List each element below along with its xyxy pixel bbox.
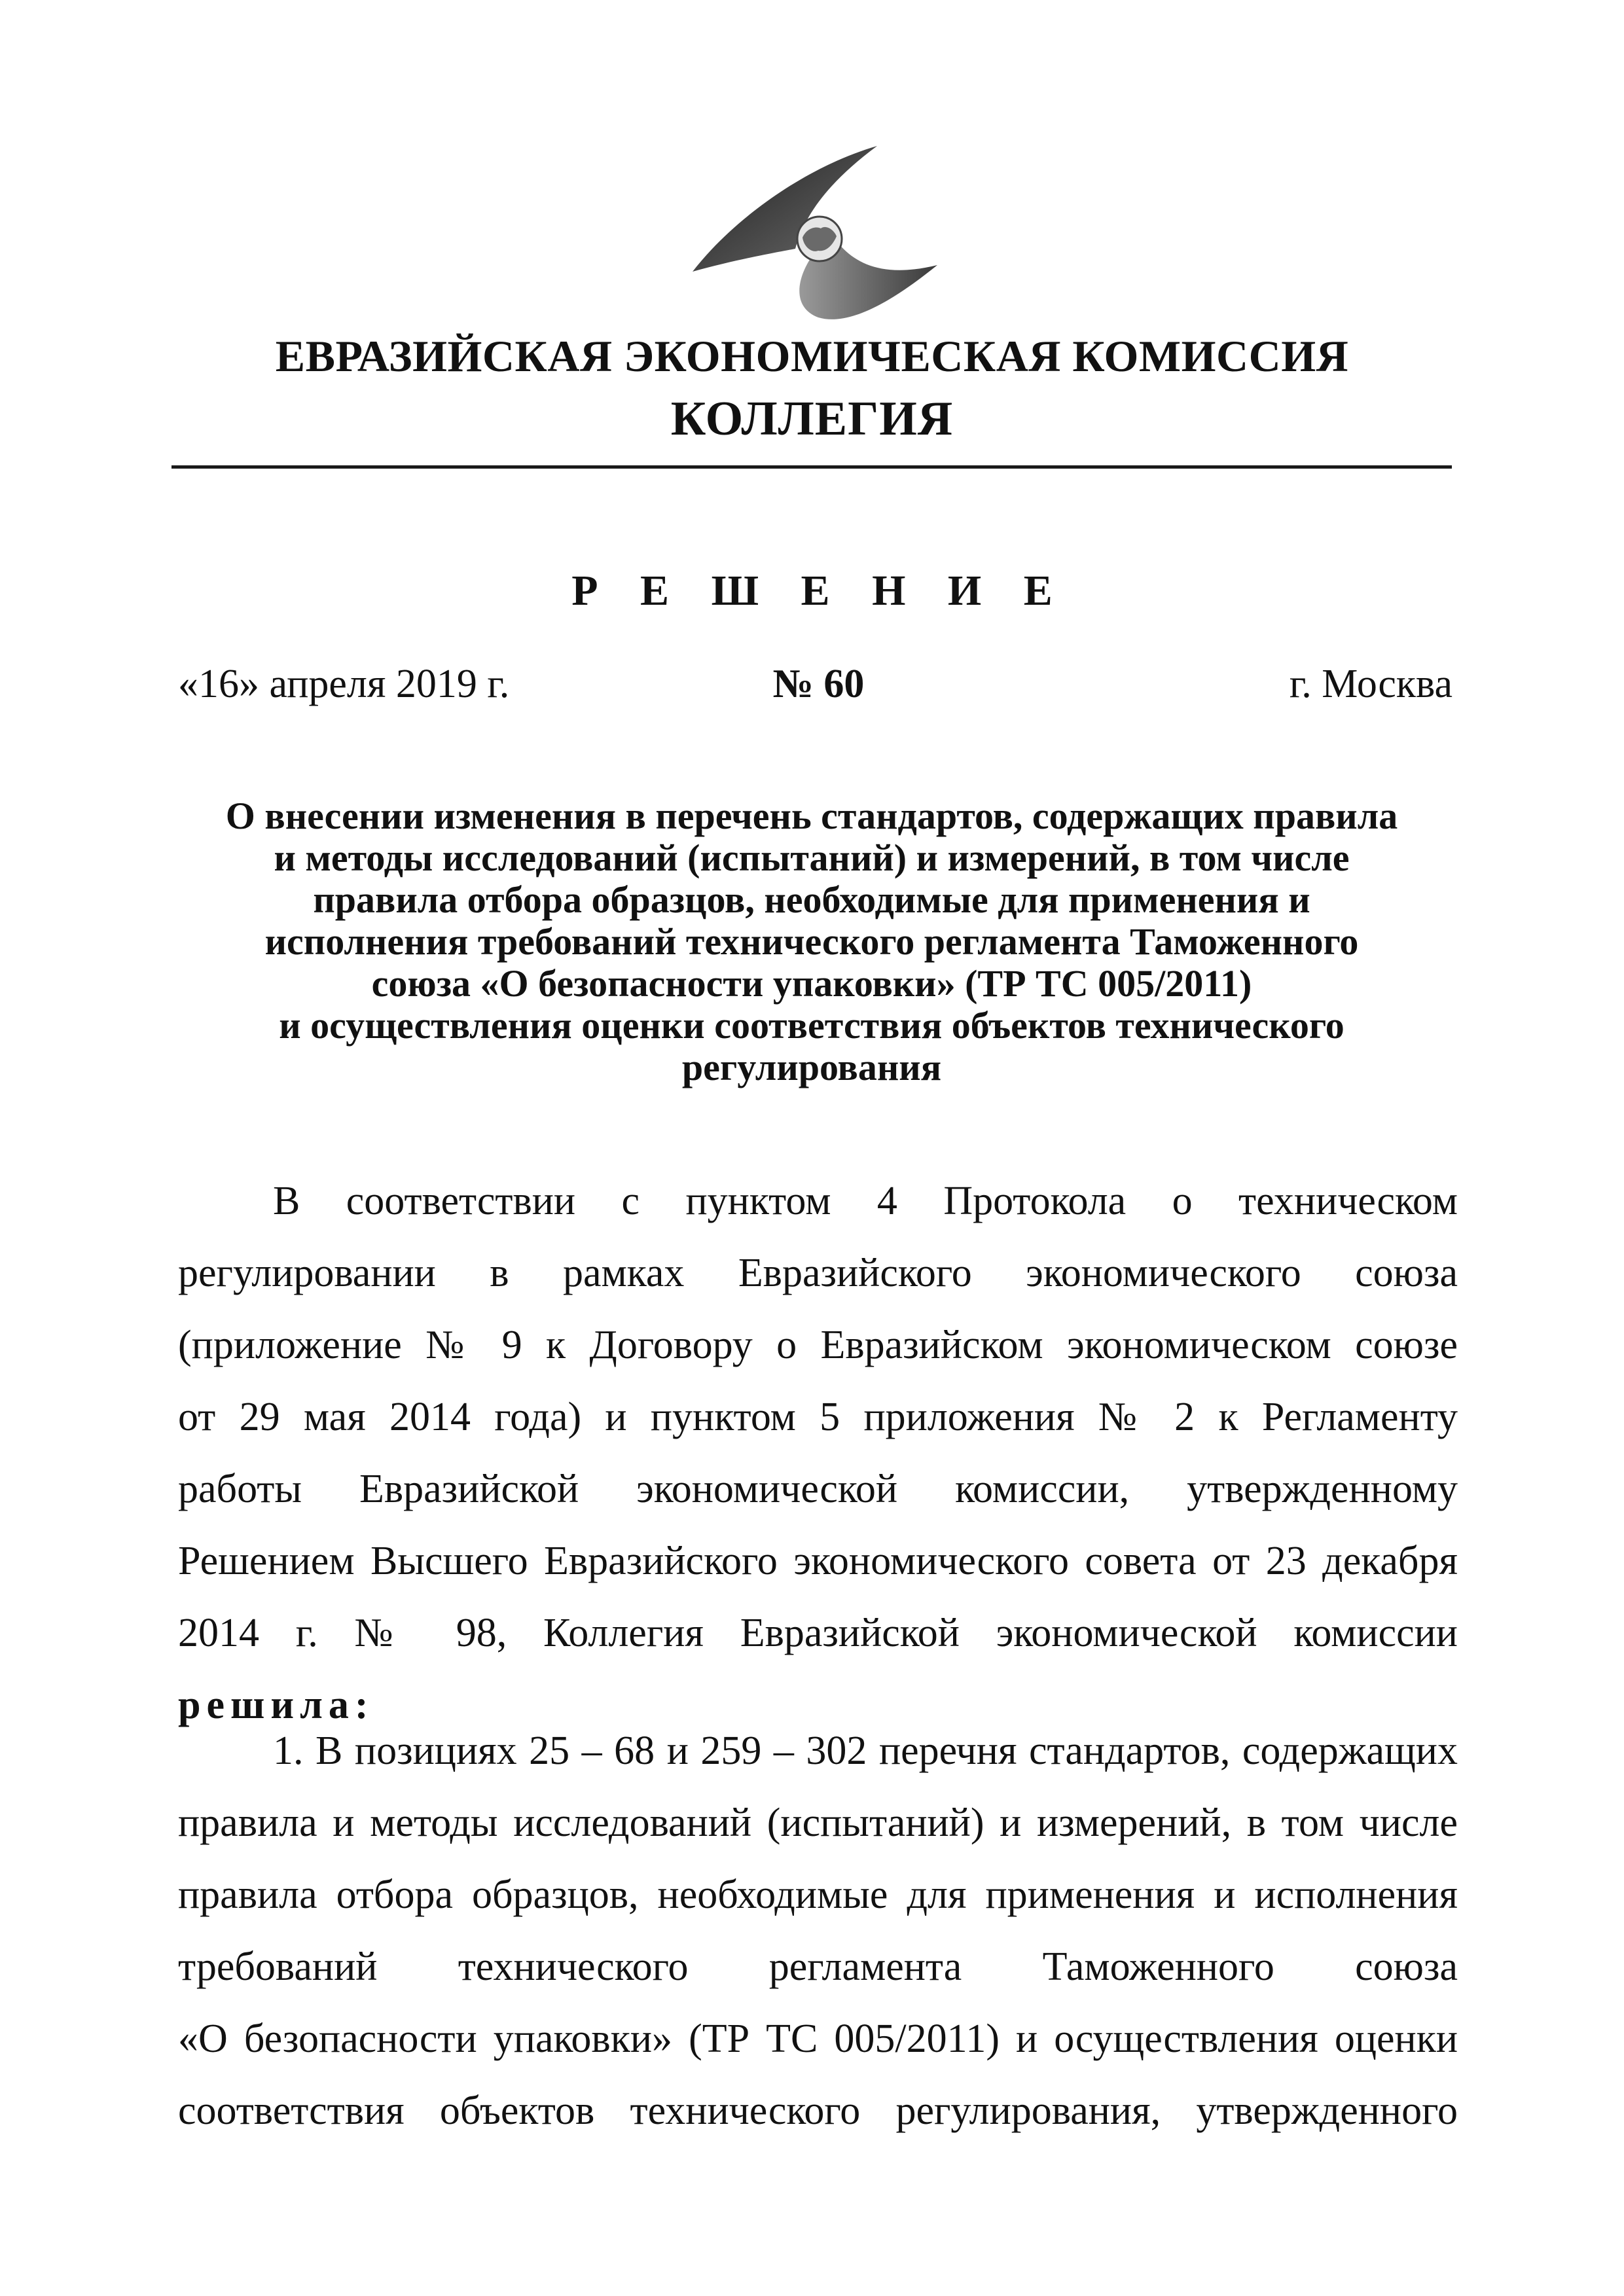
title-line: и методы исследований (испытаний) и измерений, в том числе — [274, 836, 1350, 879]
emblem-swoosh-upper — [693, 146, 877, 272]
eec-emblem-logo — [681, 141, 943, 337]
title-line: союза «О безопасности упаковки» (ТР ТС 005/2011) — [371, 962, 1252, 1005]
body-line: 1. В позициях 25 – 68 и 259 – 302 перечня стандартов, содержащих — [273, 1729, 1458, 1773]
body-line: работы Евразийской экономической комиссии, утвержденному — [178, 1467, 1458, 1511]
body-line: требований технического регламента Таможенного союза — [178, 1945, 1458, 1989]
document-type: Р Е Ш Е Н И Е — [571, 567, 1068, 615]
header-divider — [171, 465, 1452, 469]
body-line: В соответствии с пунктом 4 Протокола о техническом — [273, 1179, 1458, 1223]
organization-body: КОЛЛЕГИЯ — [670, 392, 954, 446]
title-line: регулирования — [681, 1046, 942, 1088]
document-number: № 60 — [772, 662, 865, 706]
document-city: г. Москва — [1289, 662, 1453, 706]
title-line: правила отбора образцов, необходимые для применения и — [313, 878, 1310, 921]
body-line: соответствия объектов технического регулирования, утвержденного — [178, 2089, 1458, 2133]
body-line: от 29 мая 2014 года) и пунктом 5 приложения № 2 к Регламенту — [178, 1395, 1458, 1439]
body-line: правила и методы исследований (испытаний) и измерений, в том числе — [178, 1801, 1458, 1845]
body-line: «О безопасности упаковки» (ТР ТС 005/2011) и осуществления оценки — [178, 2017, 1458, 2061]
body-line: Решением Высшего Евразийского экономического совета от 23 декабря — [178, 1539, 1458, 1583]
body-line: (приложение № 9 к Договору о Евразийском экономическом союзе — [178, 1323, 1458, 1367]
body-line: регулировании в рамках Евразийского экономического союза — [178, 1251, 1458, 1295]
body-line: 2014 г. № 98, Коллегия Евразийской экономической комиссии — [178, 1611, 1458, 1655]
organization-name: ЕВРАЗИЙСКАЯ ЭКОНОМИЧЕСКАЯ КОМИССИЯ — [275, 331, 1349, 381]
document-title — [171, 795, 1452, 1088]
document-date: «16» апреля 2019 г. — [178, 662, 510, 706]
title-line: исполнения требований технического регламента Таможенного — [264, 920, 1359, 963]
preamble-paragraph — [178, 1165, 1458, 1741]
title-line: и осуществления оценки соответствия объектов технического — [279, 1004, 1344, 1047]
clause-1-paragraph — [178, 1715, 1458, 2147]
body-line: правила отбора образцов, необходимые для применения и исполнения — [178, 1873, 1458, 1917]
title-line: О внесении изменения в перечень стандартов, содержащих правила — [225, 795, 1398, 837]
decision-keyword: решила: — [178, 1683, 374, 1727]
